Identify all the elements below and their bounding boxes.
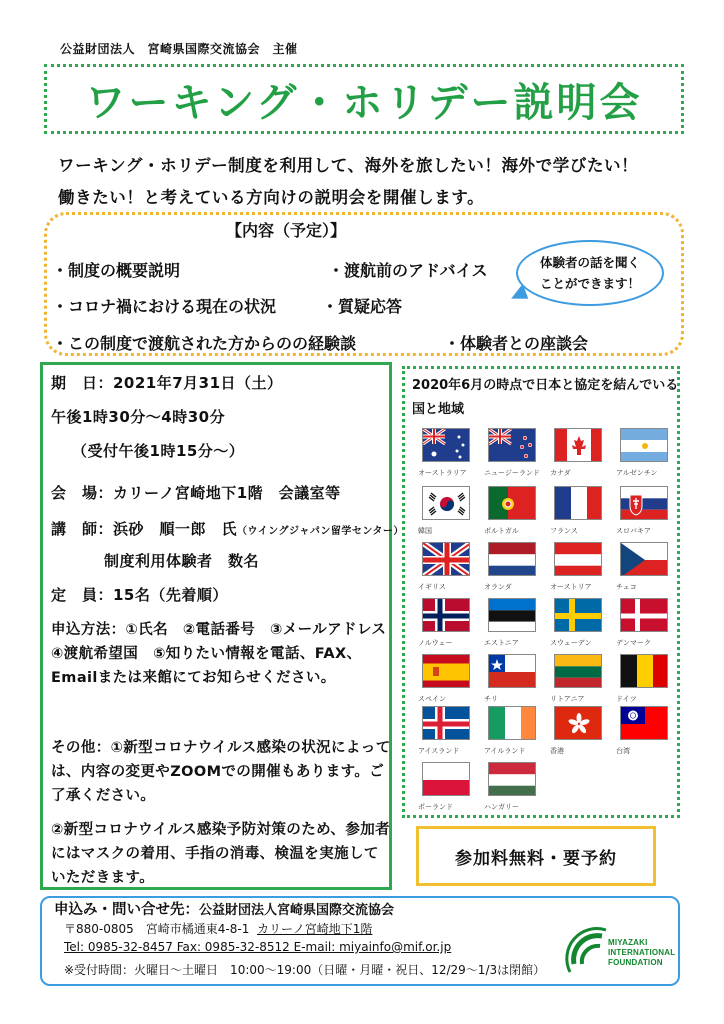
flag-kr-icon [422,486,470,520]
flag-name-ie: アイルランド [484,747,526,755]
flag-name-kr: 韓国 [418,527,432,535]
flag-item-no [418,598,482,654]
flag-se-icon [554,598,602,632]
reception-time: （受付午後1時15分～） [72,442,245,460]
event-lecturer-2: 制度利用体験者 数名 [104,552,260,570]
flag-name-au: オーストラリア [418,469,467,477]
page-title: ワーキング・ホリデー説明会 [85,79,643,126]
flag-name-hu: ハンガリー [484,803,519,811]
content-item: ・コロナ禍における現在の状況 [52,297,277,316]
flag-name-de: ドイツ [616,695,637,703]
content-item: ・この制度で渡航された方からのの経験談 [52,334,357,353]
flag-item-tw [616,706,680,762]
flag-name-se: スウェーデン [550,639,592,647]
logo-line-2: INTERNATIONAL [608,948,676,957]
flag-item-pt [484,486,548,542]
postal-address: 〒880-0805 宮崎市橘通東4-8-1 [64,922,250,936]
bubble-line-1: 体験者の話を聞く [539,255,640,270]
flag-ie-icon [488,706,536,740]
logo-swoosh-3 [582,946,600,964]
flag-item-sk [616,486,680,542]
contact-label: 申込み・問い合せ先： [54,902,199,918]
flag-name-hk: 香港 [550,747,564,755]
flag-es-icon [422,654,470,688]
content-item: ・制度の概要説明 [52,261,181,280]
logo-line-1: MIYAZAKI [608,938,648,947]
application-method: 申込方法：①氏名 ②電話番号 ③メールアドレス ④渡航希望国 ⑤知りたい情報を電話、FAX、Emailまたは来館にてお知らせください。 [51,622,402,686]
logo-line-3: FOUNDATION [608,958,663,967]
event-venue: 会 場：カリーノ宮崎地下1階 会議室等 [51,484,341,502]
flag-item-ar [616,428,680,484]
flag-item-cz [616,542,680,598]
flag-ar-icon [620,428,668,462]
flag-item-lt [550,654,614,710]
flag-item-es [418,654,482,710]
contact-address [64,920,372,937]
flag-item-hk [550,706,614,762]
logo-text [608,938,675,968]
flag-name-no: ノルウェー [418,639,453,647]
flag-pl-icon [422,762,470,796]
flag-de-icon [620,654,668,688]
flag-name-ar: アルゼンチン [616,469,658,477]
content-item: ・渡航前のアドバイス [328,261,488,280]
flag-name-pl: ポーランド [418,803,453,811]
content-item: ・質疑応答 [322,297,403,316]
flag-item-ie [484,706,548,762]
flag-item-fr [550,486,614,542]
flag-item-nl [484,542,548,598]
flag-item-ee [484,598,548,654]
flag-lt-icon [554,654,602,688]
contact-phone-line[interactable]: Tel: 0985-32-8457 Fax: 0985-32-8512 E-mail: miyainfo@mif.or.jp [64,940,452,954]
contact-org: 公益財団法人宮崎県国際交流協会 [199,903,395,918]
flag-name-nl: オランダ [484,583,512,591]
flag-name-ca: カナダ [550,469,571,477]
flag-fr-icon [554,486,602,520]
flag-hu-icon [488,762,536,796]
title-box [44,64,684,134]
flag-item-de [616,654,680,710]
contact-hours: ※受付時間：火曜日～土曜日 10:00～19:00（日曜・月曜・祝日、12/29～1/3は閉館） [64,963,546,977]
flag-au-icon [422,428,470,462]
event-date: 期 日：2021年7月31日（土） [51,374,283,392]
flag-name-dk: デンマーク [616,639,651,647]
flag-item-ca [550,428,614,484]
flag-dk-icon [620,598,668,632]
flag-item-pl [418,762,482,818]
flag-nz-icon [488,428,536,462]
other-note-2: ②新型コロナウイルス感染予防対策のため、参加者にはマスクの着用、手指の消毒、検温を実施していただきます。 [51,822,391,886]
flag-is-icon [422,706,470,740]
flags-title: 2020年6月の時点で日本と協定を結んでいる国と地域 [412,378,679,417]
intro-line-1: ワーキング・ホリデー制度を利用して、海外を旅したい！海外で学びたい！ [58,156,639,175]
flag-gb-icon [422,542,470,576]
flag-name-fr: フランス [550,527,578,535]
contact-heading [54,898,394,919]
event-time: 午後1時30分～4時30分 [51,408,226,426]
flag-ca-icon [554,428,602,462]
bubble-line-2: ことができます！ [539,276,640,291]
flag-name-tw: 台湾 [616,747,630,755]
flag-no-icon [422,598,470,632]
flag-ee-icon [488,598,536,632]
flag-tw-icon [620,706,668,740]
fee-box [416,826,656,886]
flag-item-cl [484,654,548,710]
lecturer-org: （ウイングジャパン留学センター） [237,526,404,537]
flag-name-cl: チリ [484,695,498,703]
flag-name-is: アイスランド [418,747,460,755]
flag-name-sk: スロバキア [616,527,651,535]
flag-item-se [550,598,614,654]
flag-name-pt: ポルトガル [484,527,519,535]
event-lecturer [51,518,404,539]
flag-cz-icon [620,542,668,576]
flag-item-au [418,428,482,484]
flag-item-dk [616,598,680,654]
flag-item-kr [418,486,482,542]
flag-at-icon [554,542,602,576]
building-name: カリーノ宮崎地下1階 [256,922,373,936]
flag-name-nz: ニュージーランド [484,469,540,477]
intro-line-2: 働きたい！と考えている方向けの説明会を開催します。 [58,188,485,207]
flag-hk-icon [554,706,602,740]
flag-item-at [550,542,614,598]
flag-name-at: オーストリア [550,583,592,591]
flag-name-lt: リトアニア [550,695,585,703]
flag-item-gb [418,542,482,598]
event-capacity: 定 員：15名（先着順） [51,586,228,604]
content-item: ・体験者との座談会 [444,334,589,353]
fee-text: 参加料無料・要予約 [455,848,617,869]
flag-nl-icon [488,542,536,576]
flag-cl-icon [488,654,536,688]
contents-heading: 【内容（予定）】 [226,221,347,240]
speech-bubble [516,240,664,306]
flag-item-hu [484,762,548,818]
flag-sk-icon [620,486,668,520]
flag-name-cz: チェコ [616,583,637,591]
other-note-1: その他：①新型コロナウイルス感染の状況によっては、内容の変更やZOOMでの開催もあります。ご了承ください。 [51,740,391,804]
flag-name-gb: イギリス [418,583,446,591]
lecturer-name: 講 師：浜砂 順一郎 氏 [51,520,238,538]
flag-name-es: スペイン [418,695,446,703]
flag-name-ee: エストニア [484,639,519,647]
flag-item-is [418,706,482,762]
organizer-line: 公益財団法人 宮崎県国際交流協会 主催 [60,42,298,56]
intro-text [58,150,688,214]
flag-item-nz [484,428,548,484]
flag-pt-icon [488,486,536,520]
